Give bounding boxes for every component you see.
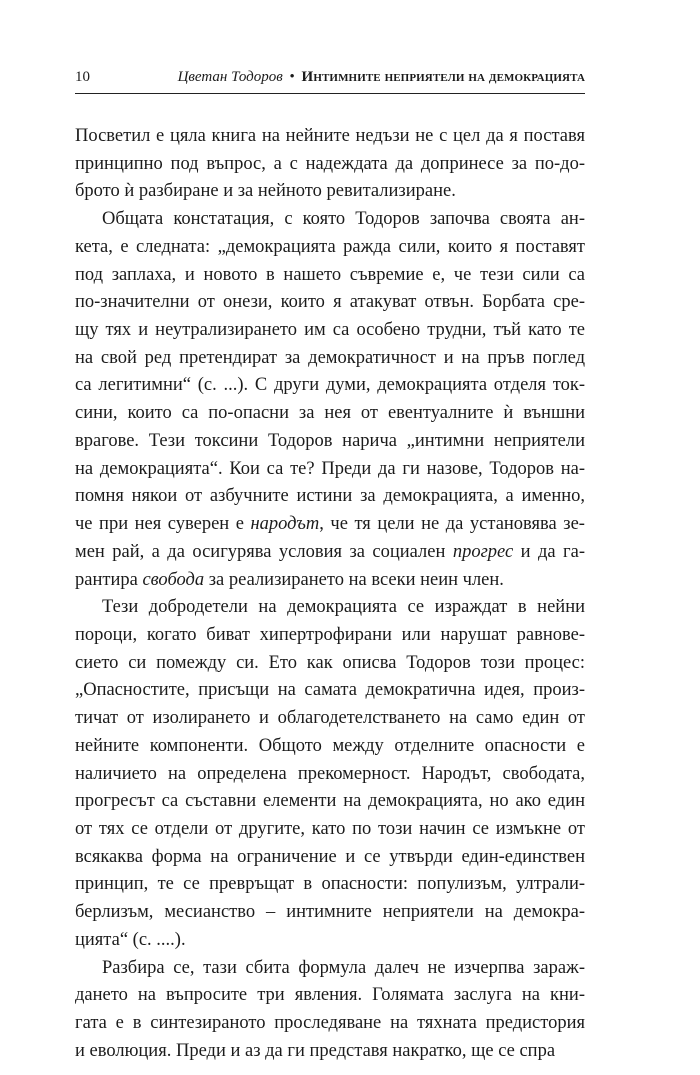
text-line: дането на въпросите три явления. Голямата заслуга на кни- [75, 985, 585, 1006]
text-line: че при нея суверен е народът, че тя цели не да установява зе- [75, 514, 585, 535]
emphasized-word: народът [250, 514, 320, 535]
paragraph [75, 206, 585, 594]
text-line: гата е в синтезираното проследяване на тяхната предистория [75, 1013, 585, 1033]
text-line: помня някои от азбучните истини за демокрацията, а именно, [75, 486, 585, 507]
text-line: сието си помежду си. Ето как описва Тодоров този процес: [75, 652, 585, 673]
text-line: цията“ (с. ....). [75, 929, 186, 950]
text-line: под заплаха, и новото в нашето съвремие е, че тези сили са [75, 264, 585, 285]
text-line: принципно под въпрос, а с надеждата да допринесе за по-до- [75, 153, 585, 174]
text-line: кета, е следната: „демокрацията ражда сили, които я поставят [75, 236, 585, 257]
text-line: „Опасностите, присъщи на самата демократична идея, произ- [75, 680, 585, 701]
text-line: Общата констатация, с която Тодоров започва своята ан- [102, 209, 585, 230]
paragraph [75, 123, 585, 206]
header-rule [75, 93, 585, 94]
text-line: пороци, когато биват хипертрофирани или нарушат равнове- [75, 624, 585, 645]
text-line: тичат от изолирането и облагодетелстването на само един от [75, 708, 585, 729]
text-line: всякаква форма на ограничение и се утвърди един-единствен [75, 846, 585, 867]
text-line: на свой ред претендират за демократичност и на пръв поглед [75, 347, 585, 368]
text-line: на демокрацията“. Кои са те? Преди да ги назове, Тодоров на- [75, 458, 585, 479]
text-line: врагове. Тези токсини Тодоров нарича „интимни неприятели [75, 430, 585, 451]
body-text [75, 123, 585, 1065]
text-line: Тези добродетели на демокрацията се израждат в нейни [102, 597, 585, 618]
text-line: нейните компоненти. Общото между отделните опасности е [75, 735, 585, 756]
text-line: сини, които са по-опасни за нея от евентуалните ѝ външни [75, 403, 585, 424]
text-line: прогресът са съставни елементи на демокрацията, но ако един [75, 791, 585, 812]
text-line: Разбира се, тази сбита формула далеч не изчерпва зараж- [102, 957, 585, 978]
text-line: по-значителни от онези, които я атакуват отвън. Борбата сре- [75, 292, 585, 313]
text-line: принцип, те се превръщат в опасности: популизъм, ултрали- [75, 874, 585, 895]
text-line: берлизъм, месианство – интимните неприятели на демокра- [75, 902, 585, 923]
bullet-separator: • [289, 69, 295, 85]
paragraph [75, 594, 585, 954]
page-number: 10 [75, 69, 90, 85]
paragraph [75, 955, 585, 1066]
text-line: рантира свобода за реализирането на всеки неин член. [75, 569, 504, 590]
book-title: Интимните неприятели на демокрацията [301, 69, 585, 85]
text-line: мен рай, а да осигурява условия за социален прогрес и да га- [75, 541, 585, 562]
emphasized-word: прогрес [452, 541, 514, 562]
emphasized-word: свобода [142, 569, 205, 590]
text-line: от тях се отдели от другите, като по този начин се измъкне от [75, 818, 585, 839]
running-title [178, 66, 585, 88]
text-line: брото ѝ разбиране и за нейното ревитализиране. [75, 181, 456, 202]
text-line: Посветил е цяла книга на нейните недъзи не с цел да я поставя [75, 126, 585, 146]
author-name: Цветан Тодоров [177, 69, 283, 85]
text-line: щу тях и неутрализирането им са особено трудни, тъй като те [75, 320, 585, 341]
text-line: и еволюция. Преди и аз да ги представя накратко, ще се спра [75, 1040, 556, 1061]
running-head [75, 66, 585, 88]
text-line: са легитимни“ (с. ...). С други думи, демокрацията отделя ток- [75, 375, 585, 396]
text-line: наличието на определена прекомерност. Народът, свободата, [75, 763, 585, 784]
